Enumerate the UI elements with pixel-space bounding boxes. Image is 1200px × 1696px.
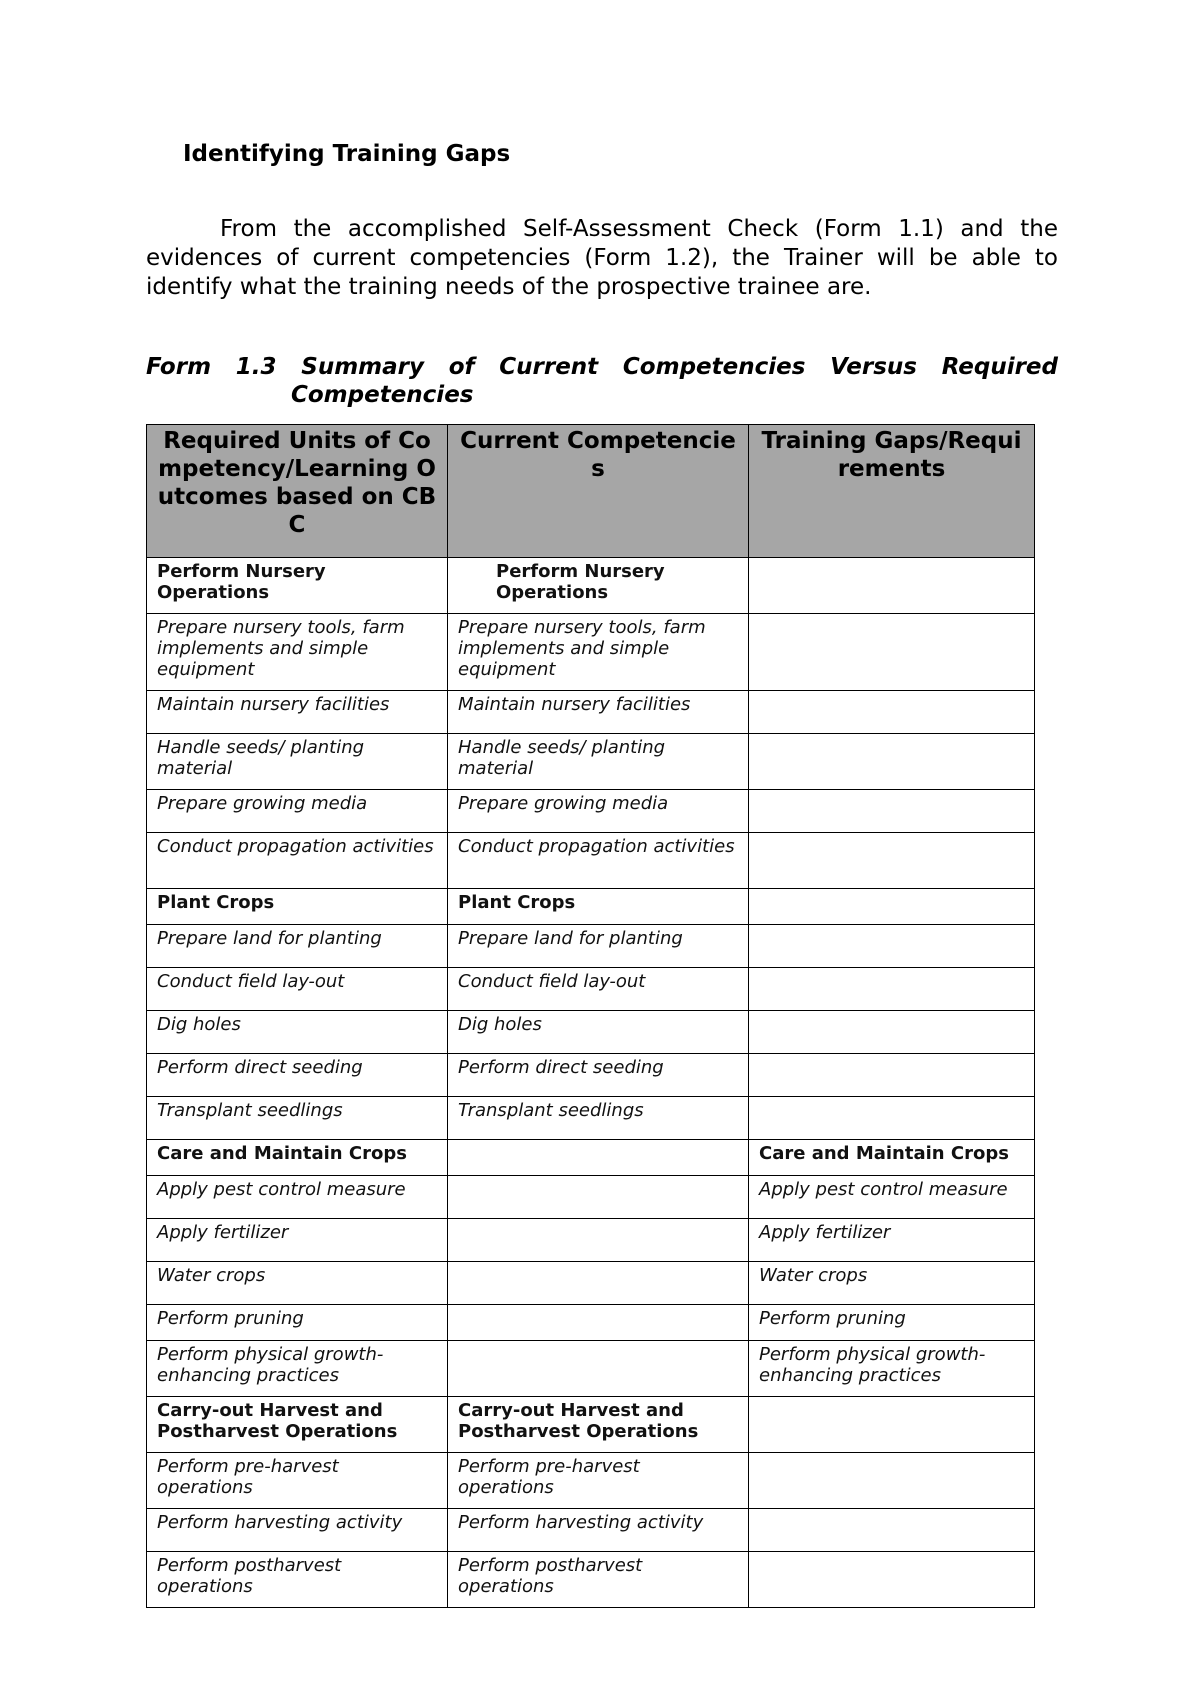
- table-cell: Care and Maintain Crops: [749, 1140, 1035, 1176]
- table-cell: Perform physical growth-enhancing practices: [749, 1341, 1035, 1397]
- table-cell: Dig holes: [147, 1011, 448, 1054]
- table-row: [147, 1176, 1035, 1219]
- table-cell: Perform postharvest operations: [147, 1552, 448, 1608]
- table-cell: [749, 1453, 1035, 1509]
- table-cell: Care and Maintain Crops: [147, 1140, 448, 1176]
- table-cell: [749, 558, 1035, 614]
- table-cell: Handle seeds/ planting material: [147, 734, 448, 790]
- table-cell: Water crops: [147, 1262, 448, 1305]
- intro-paragraph: From the accomplished Self-Assessment Check (Form 1.1) and the evidences of current competencies (Form 1.2), the Trainer will be able to identify what the training needs of the prospective trainee are.: [146, 216, 1058, 300]
- table-cell: [749, 790, 1035, 833]
- form-title-line-1: Form 1.3 Summary of Current Competencies Versus Required: [146, 354, 1058, 380]
- table-cell: Transplant seedlings: [147, 1097, 448, 1140]
- table-cell: Water crops: [749, 1262, 1035, 1305]
- table-cell: Perform Nursery Operations: [147, 558, 448, 614]
- table-cell: Conduct field lay-out: [448, 968, 749, 1011]
- table-cell: Prepare nursery tools, farm implements and simple equipment: [448, 614, 749, 691]
- table-row: [147, 1219, 1035, 1262]
- table-cell: [749, 1509, 1035, 1552]
- table-row: [147, 790, 1035, 833]
- form-title-line-2: Competencies: [291, 382, 474, 408]
- table-row: [147, 691, 1035, 734]
- table-row: [147, 1552, 1035, 1608]
- table-cell: Carry-out Harvest and Postharvest Operations: [147, 1397, 448, 1453]
- table-cell: [448, 1305, 749, 1341]
- table-row: [147, 1262, 1035, 1305]
- table-row: [147, 1397, 1035, 1453]
- table-cell: Perform pre-harvest operations: [448, 1453, 749, 1509]
- table-cell: Prepare growing media: [448, 790, 749, 833]
- table-row: [147, 1305, 1035, 1341]
- table-row: [147, 1509, 1035, 1552]
- table-cell: Prepare nursery tools, farm implements and simple equipment: [147, 614, 448, 691]
- table-cell: Perform direct seeding: [147, 1054, 448, 1097]
- table-row: [147, 1011, 1035, 1054]
- table-row: [147, 1341, 1035, 1397]
- table-cell: [749, 1011, 1035, 1054]
- table-cell: [749, 1097, 1035, 1140]
- table-cell: Perform pruning: [147, 1305, 448, 1341]
- table-cell: [749, 925, 1035, 968]
- table-cell: [749, 614, 1035, 691]
- table-cell: [749, 1397, 1035, 1453]
- table-row: [147, 1140, 1035, 1176]
- table-cell: [448, 1140, 749, 1176]
- table-row: [147, 968, 1035, 1011]
- table-cell: Plant Crops: [147, 889, 448, 925]
- table-cell: [448, 1341, 749, 1397]
- table-cell: Perform harvesting activity: [147, 1509, 448, 1552]
- table-row: [147, 1453, 1035, 1509]
- table-cell: [749, 1552, 1035, 1608]
- table-cell: Apply fertilizer: [749, 1219, 1035, 1262]
- table-cell: Conduct propagation activities: [448, 833, 749, 889]
- table-cell: Perform pre-harvest operations: [147, 1453, 448, 1509]
- table-cell: Conduct field lay-out: [147, 968, 448, 1011]
- table-row: [147, 614, 1035, 691]
- table-cell: Plant Crops: [448, 889, 749, 925]
- table-cell: [448, 1219, 749, 1262]
- table-cell: Conduct propagation activities: [147, 833, 448, 889]
- table-cell: Apply pest control measure: [749, 1176, 1035, 1219]
- table-row: [147, 889, 1035, 925]
- table-cell: [749, 833, 1035, 889]
- table-row: [147, 833, 1035, 889]
- table-cell: Transplant seedlings: [448, 1097, 749, 1140]
- table-cell: Handle seeds/ planting material: [448, 734, 749, 790]
- table-row: [147, 558, 1035, 614]
- table-row: [147, 1054, 1035, 1097]
- table-cell: Perform pruning: [749, 1305, 1035, 1341]
- section-heading: Identifying Training Gaps: [183, 141, 511, 167]
- table-cell: Apply pest control measure: [147, 1176, 448, 1219]
- competencies-table: [146, 424, 1035, 1608]
- table-cell: [749, 734, 1035, 790]
- header-required-units: Required Units of Competency/Learning Outcomes based on CBC: [147, 425, 448, 558]
- table-cell: Perform postharvest operations: [448, 1552, 749, 1608]
- table-cell: [749, 691, 1035, 734]
- table-cell: [448, 1176, 749, 1219]
- table-cell: Prepare land for planting: [448, 925, 749, 968]
- table-cell: Perform Nursery Operations: [448, 558, 749, 614]
- table-cell: [448, 1262, 749, 1305]
- table-cell: Maintain nursery facilities: [448, 691, 749, 734]
- header-current-competencies: Current Competencies: [448, 425, 749, 558]
- table-cell: [749, 889, 1035, 925]
- table-cell: Prepare growing media: [147, 790, 448, 833]
- table-cell: Apply fertilizer: [147, 1219, 448, 1262]
- table-cell: Perform harvesting activity: [448, 1509, 749, 1552]
- table-cell: Carry-out Harvest and Postharvest Operations: [448, 1397, 749, 1453]
- table-row: [147, 1097, 1035, 1140]
- table-row: [147, 734, 1035, 790]
- table-cell: Perform direct seeding: [448, 1054, 749, 1097]
- table-header-row: [147, 425, 1035, 558]
- table-cell: Perform physical growth-enhancing practices: [147, 1341, 448, 1397]
- table-row: [147, 925, 1035, 968]
- header-training-gaps: Training Gaps/Requirements: [749, 425, 1035, 558]
- table-cell: Maintain nursery facilities: [147, 691, 448, 734]
- form-title: [146, 353, 1058, 409]
- table-cell: Prepare land for planting: [147, 925, 448, 968]
- table-cell: [749, 968, 1035, 1011]
- table-cell: Dig holes: [448, 1011, 749, 1054]
- table-cell: [749, 1054, 1035, 1097]
